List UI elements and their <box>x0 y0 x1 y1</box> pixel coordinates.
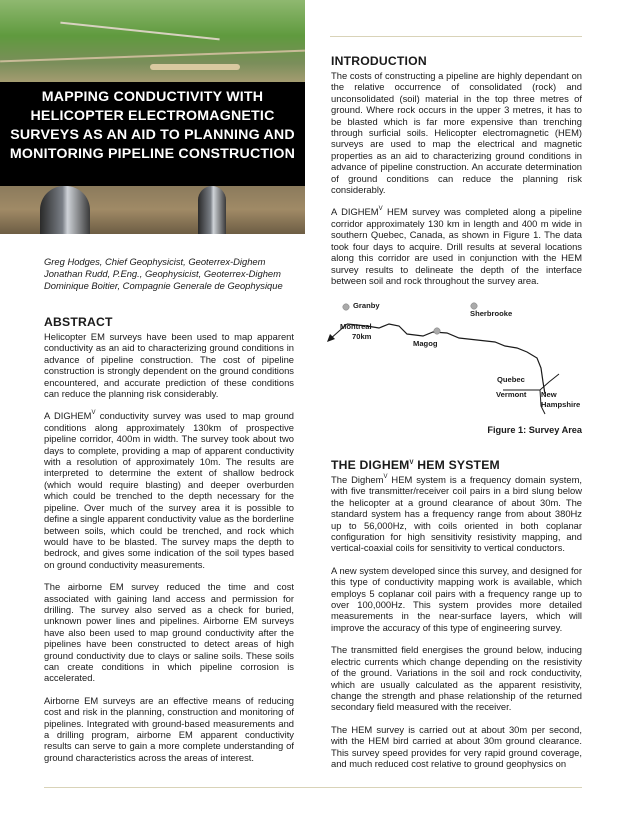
introduction-section <box>331 54 582 286</box>
pipe-icon <box>198 186 226 234</box>
author: Dominique Boitier, Compagnie Generale de Geophysique <box>44 279 283 291</box>
map-label-montreal: Montreal <box>340 322 372 331</box>
footer-divider <box>44 787 582 788</box>
paragraph: Airborne EM surveys are an effective means of reducing cost and risk in the planning, construction and monitoring of pipelines. Integrated with ground-based measurements and a drilling program, airborne EM apparent conductivity results can serve to gain a more complete understanding of ground characteristics across the areas of interest. <box>44 694 294 763</box>
figure-caption: Figure 1: Survey Area <box>487 425 582 435</box>
map-label-granby: Granby <box>353 301 380 310</box>
divider <box>330 36 582 37</box>
paragraph: The Dighem$^V$ HEM system is a frequency domain system, with five transmitter/receiver coil pairs in a bird slung below the helicopter at a ground clearance of about 30m. The standard system has a frequency range from about 380Hz up to 56,000Hz, with coils oriented in both coplanar configuration for high sensitivity resistivity mapping, and vertical-coaxial coils for sensitivity to vertical conductors. <box>331 474 582 554</box>
map-label-quebec: Quebec <box>497 375 525 384</box>
author: Jonathan Rudd, P.Eng., Geophysicist, Geoterrex-Dighem <box>44 267 281 279</box>
map-label-magog: Magog <box>413 339 438 348</box>
author: Greg Hodges, Chief Geophysicist, Geoterrex-Dighem <box>44 256 266 267</box>
header-photo <box>0 0 305 234</box>
section-heading: INTRODUCTION <box>331 54 427 68</box>
paragraph: Helicopter EM surveys have been used to map apparent conductivity as an aid to characterizing ground conditions in advance of pipeline construction. The cost of pipeline construction is strongly dependent on the ground conditions encountered, and accurate prediction of these conditions can reduce the planning risk considerably. <box>44 331 294 400</box>
map-label-vermont: Vermont <box>496 390 527 399</box>
section-heading: THE $DIGHEM^V$ HEM SYSTEM <box>331 458 500 472</box>
paragraph: The HEM survey is carried out at about 30m per second, with the HEM bird carried at about 30m ground clearance. This survey speed provides for very rapid ground coverage, and much reduced cost relative to ground geophysics on <box>331 723 582 769</box>
page-title: MAPPING CONDUCTIVITY WITH HELICOPTER ELECTROMAGNETIC SURVEYS AS AN AID TO PLANNING AND MONITORING PIPELINE CONSTRUCTION <box>9 89 296 162</box>
section-heading: ABSTRACT <box>44 315 113 329</box>
author-list <box>44 256 306 291</box>
paragraph: The transmitted field energises the ground below, inducing electric currents which change depending on the resistivity of the ground. Variations in the soil and rock conductivity, which are usually calculated as the apparent resistivity, change the strength and phase relationship of the returned secondary field measured with the receiver. <box>331 644 582 713</box>
paragraph: A $DIGHEM^V$ conductivity survey was used to map ground conditions along approximately 130km of prospective pipeline corridor, 400m in width. The survey took about two days to complete, providing a map of apparent conductivity with a resolution of approximately 10m. The results are interpreted to determine the extent of shallow bedrock (which would require blasting) and deeper overburden which could be trenched to the depth necessary for the pipeline. Over much of the survey area it is possible to define a single apparent conductivity value as the borderline between soils, which could be trenched, and rock which would have to be blasted. The survey maps the depth to bedrock, and gives some indication of the soil types based on ground conductivity measurements. <box>44 410 295 570</box>
paragraph: The costs of constructing a pipeline are highly dependant on the relative occurrence of consolidated (rock) and unconsolidated (soil) material in the top three metres of ground. Where rock occurs in the upper 3 metres, it has to be blasted which is far more expensive than trenching through surficial soils. Helicopter electromagnetic (HEM) surveys are used to map the electrical and magnetic properties as an aid to characterizing ground conditions in advance of pipeline construction. An accurate determination of ground conditions can reduce the planning risk considerably. <box>331 70 582 196</box>
map-label-sherbrooke: Sherbrooke <box>470 309 513 318</box>
abstract-section <box>44 315 294 763</box>
map-label-hampshire: Hampshire <box>541 400 581 409</box>
city-marker-magog <box>434 328 440 334</box>
field-photo-top <box>0 0 305 90</box>
paragraph: A new system developed since this survey, and designed for this type of conductivity mapping work is available, which employs 5 coplanar coil pairs with a frequency range up to over 100,000Hz. This system provides more detailed measurements in the near-surface layers, which will improve the accuracy of this type of engineering survey. <box>331 564 582 633</box>
paragraph: The airborne EM survey reduced the time and cost associated with gaining land access and permission for drilling. The survey also served as a check for buried, unknown power lines and pipelines. Airborne EM surveys have also been used to map ground conductivity after the pipelines have been constructed to detect areas of high ground conductivity due to clays or saline soils. These soils can create conditions in which pipeline corrosion is accelerated. <box>44 581 294 684</box>
map-label-distance: 70km <box>352 332 372 341</box>
paragraph: A $DIGHEM^V$ HEM survey was completed along a pipeline corridor approximately 130 km in length and 400 m wide in southern Quebec, Canada, as shown in Figure 1. The data took four days to acquire. Drill results at several locations along this corridor are used in conjunction with the HEM survey results to delineate the depth of the interface between soil and rock throughout the survey area. <box>331 206 583 286</box>
map-label-new: New <box>541 390 557 399</box>
city-marker-granby <box>343 304 349 310</box>
dighem-section <box>331 458 582 769</box>
survey-area-map <box>327 296 589 418</box>
pipe-icon <box>40 186 90 234</box>
